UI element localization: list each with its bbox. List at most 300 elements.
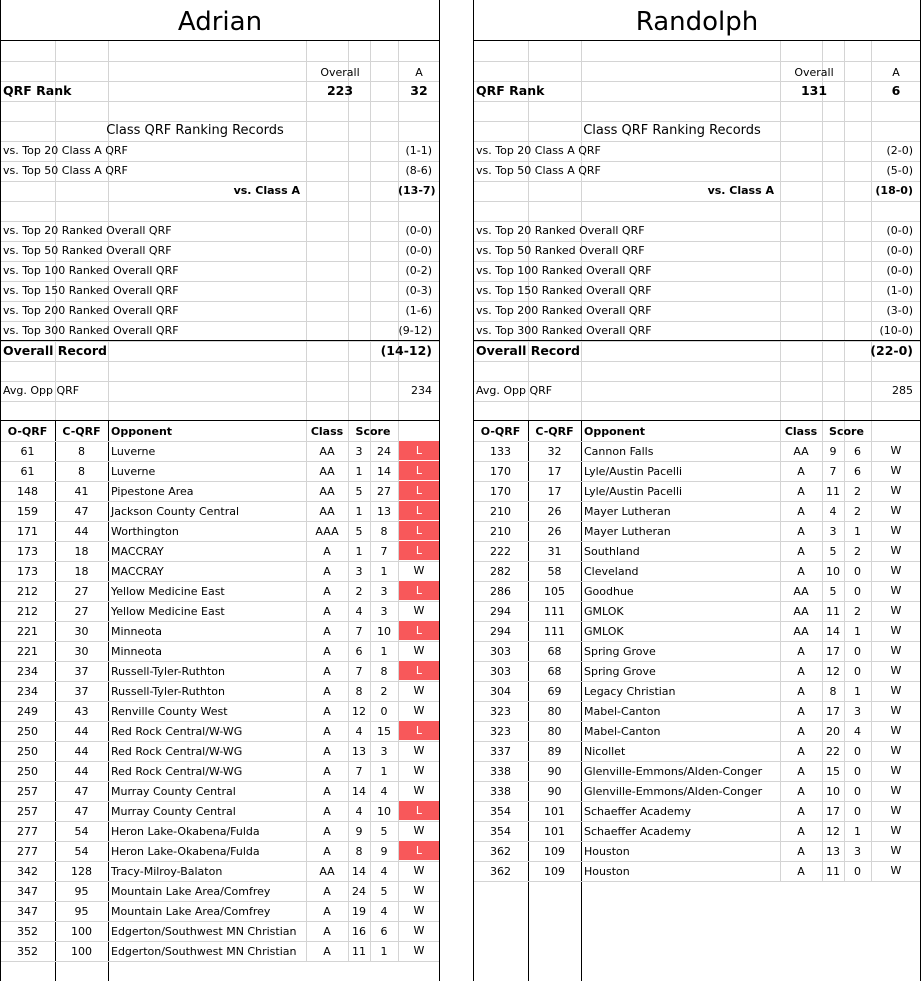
score-opp-cell: 1 xyxy=(854,825,861,838)
table-row xyxy=(0,862,440,882)
header-class: Class xyxy=(310,425,344,438)
opponent-cell: Spring Grove xyxy=(584,665,656,678)
class-cell: A xyxy=(797,865,805,878)
oqrf-cell: 148 xyxy=(17,485,38,498)
opponent-cell: MACCRAY xyxy=(111,565,164,578)
score-opp-cell: 3 xyxy=(380,585,388,598)
class-cell: A xyxy=(797,805,805,818)
score-opp-cell: 2 xyxy=(854,505,861,518)
overall-record-label: vs. Top 300 Ranked Overall QRF xyxy=(476,324,652,337)
score-opp-cell: 3 xyxy=(854,705,861,718)
score-team-cell: 11 xyxy=(826,485,840,498)
opponent-cell: Luverne xyxy=(111,445,156,458)
opponent-cell: Worthington xyxy=(111,525,179,538)
oqrf-cell: 347 xyxy=(17,905,38,918)
score-team-cell: 14 xyxy=(352,865,366,878)
result-cell: L xyxy=(399,461,439,480)
result-cell: W xyxy=(890,484,902,497)
result-cell: W xyxy=(413,644,425,657)
score-opp-cell: 3 xyxy=(380,745,388,758)
table-row xyxy=(473,442,921,462)
score-team-cell: 17 xyxy=(826,705,840,718)
cqrf-cell: 58 xyxy=(547,565,562,578)
score-opp-cell: 3 xyxy=(854,845,861,858)
avg-opp-qrf-value: 285 xyxy=(892,384,913,397)
table-row xyxy=(0,562,440,582)
score-opp-cell: 13 xyxy=(377,505,391,518)
opponent-cell: Jackson County Central xyxy=(111,505,240,518)
cqrf-cell: 44 xyxy=(74,725,89,738)
score-team-cell: 3 xyxy=(829,525,837,538)
score-opp-cell: 6 xyxy=(854,445,861,458)
cqrf-cell: 18 xyxy=(74,545,89,558)
class-cell: A xyxy=(323,585,331,598)
records-sheet xyxy=(0,41,440,981)
overall-record-label: Overall Record xyxy=(3,343,107,358)
oqrf-cell: 257 xyxy=(17,805,38,818)
opponent-cell: Red Rock Central/W-WG xyxy=(111,745,243,758)
opponent-cell: Houston xyxy=(584,865,630,878)
class-cell: A xyxy=(323,825,331,838)
class-cell: A xyxy=(323,605,331,618)
cqrf-cell: 68 xyxy=(547,665,562,678)
cqrf-cell: 80 xyxy=(547,725,562,738)
result-cell: W xyxy=(890,564,902,577)
opponent-cell: Edgerton/Southwest MN Christian xyxy=(111,945,297,958)
score-team-cell: 12 xyxy=(352,705,366,718)
oqrf-cell: 347 xyxy=(17,885,38,898)
opponent-cell: Luverne xyxy=(111,465,156,478)
oqrf-cell: 170 xyxy=(490,465,511,478)
score-team-cell: 1 xyxy=(355,545,363,558)
score-team-cell: 13 xyxy=(826,845,840,858)
result-cell: W xyxy=(890,464,902,477)
score-team-cell: 2 xyxy=(355,585,363,598)
cqrf-cell: 47 xyxy=(74,785,89,798)
opponent-cell: Houston xyxy=(584,845,630,858)
result-cell: W xyxy=(890,824,902,837)
oqrf-cell: 337 xyxy=(490,745,511,758)
cqrf-cell: 43 xyxy=(74,705,89,718)
table-row xyxy=(473,802,921,822)
oqrf-cell: 210 xyxy=(490,505,511,518)
score-opp-cell: 1 xyxy=(380,645,388,658)
column-gap xyxy=(441,0,472,981)
score-opp-cell: 6 xyxy=(854,465,861,478)
table-row xyxy=(473,562,921,582)
cqrf-cell: 8 xyxy=(78,465,85,478)
result-cell: W xyxy=(413,924,425,937)
table-row xyxy=(0,842,440,862)
table-row xyxy=(0,802,440,822)
class-record-label: vs. Top 50 Class A QRF xyxy=(3,164,128,177)
score-opp-cell: 0 xyxy=(854,865,861,878)
grid-row-line xyxy=(473,61,921,62)
cqrf-cell: 95 xyxy=(74,905,89,918)
result-cell: L xyxy=(399,721,439,740)
score-team-cell: 11 xyxy=(826,605,840,618)
result-cell: W xyxy=(413,744,425,757)
table-row xyxy=(0,482,440,502)
table-row xyxy=(473,742,921,762)
score-opp-cell: 0 xyxy=(854,665,861,678)
table-row xyxy=(0,622,440,642)
result-cell: L xyxy=(399,541,439,560)
oqrf-cell: 286 xyxy=(490,585,511,598)
score-team-cell: 4 xyxy=(355,805,363,818)
class-cell: A xyxy=(323,665,331,678)
table-row xyxy=(473,542,921,562)
overall-record-label: vs. Top 20 Ranked Overall QRF xyxy=(3,224,172,237)
table-row xyxy=(0,702,440,722)
cqrf-cell: 95 xyxy=(74,885,89,898)
class-cell: A xyxy=(797,825,805,838)
class-cell: A xyxy=(797,745,805,758)
oqrf-cell: 303 xyxy=(490,645,511,658)
header-class: Class xyxy=(784,425,818,438)
class-records-title: Class QRF Ranking Records xyxy=(106,123,284,138)
table-row xyxy=(0,442,440,462)
result-cell: W xyxy=(413,564,425,577)
overall-record-value: (10-0) xyxy=(879,324,913,337)
opponent-cell: Renville County West xyxy=(111,705,228,718)
score-opp-cell: 1 xyxy=(854,685,861,698)
table-row xyxy=(0,822,440,842)
class-cell: A xyxy=(797,565,805,578)
table-row xyxy=(0,462,440,482)
result-cell: W xyxy=(890,664,902,677)
overall-record-value: (0-0) xyxy=(886,264,913,277)
opponent-cell: Yellow Medicine East xyxy=(111,585,225,598)
oqrf-cell: 304 xyxy=(490,685,511,698)
table-row xyxy=(473,582,921,602)
score-team-cell: 12 xyxy=(826,825,840,838)
oqrf-cell: 250 xyxy=(17,725,38,738)
table-row xyxy=(0,602,440,622)
grid-row-line xyxy=(0,101,440,102)
result-cell: W xyxy=(890,704,902,717)
table-row xyxy=(0,742,440,762)
oqrf-cell: 222 xyxy=(490,545,511,558)
score-team-cell: 15 xyxy=(826,765,840,778)
result-cell: W xyxy=(890,804,902,817)
cqrf-cell: 26 xyxy=(547,505,562,518)
class-cell: A xyxy=(323,565,331,578)
opponent-cell: Lyle/Austin Pacelli xyxy=(584,485,683,498)
score-team-cell: 5 xyxy=(355,525,363,538)
opponent-cell: Mabel-Canton xyxy=(584,705,661,718)
grid-row-line xyxy=(0,61,440,62)
opponent-cell: Edgerton/Southwest MN Christian xyxy=(111,925,297,938)
result-cell: W xyxy=(890,644,902,657)
overall-record-value: (9-12) xyxy=(398,324,432,337)
score-opp-cell: 8 xyxy=(380,665,388,678)
qrf-rank-label: QRF Rank xyxy=(3,83,72,98)
class-cell: AA xyxy=(793,585,809,598)
table-row xyxy=(0,682,440,702)
oqrf-cell: 354 xyxy=(490,825,511,838)
result-cell: W xyxy=(413,824,425,837)
overall-rank-value: 223 xyxy=(326,83,354,98)
class-cell: A xyxy=(797,765,805,778)
result-cell: W xyxy=(890,684,902,697)
oqrf-cell: 61 xyxy=(20,465,35,478)
result-cell: W xyxy=(890,864,902,877)
class-cell: A xyxy=(797,725,805,738)
score-team-cell: 4 xyxy=(355,725,363,738)
cqrf-cell: 89 xyxy=(547,745,562,758)
class-cell: AA xyxy=(319,465,335,478)
score-team-cell: 10 xyxy=(826,785,840,798)
score-team-cell: 14 xyxy=(826,625,840,638)
header-cqrf: C-QRF xyxy=(62,425,101,438)
cqrf-cell: 128 xyxy=(71,865,92,878)
header-score: Score xyxy=(829,425,864,438)
oqrf-cell: 338 xyxy=(490,765,511,778)
oqrf-cell: 221 xyxy=(17,625,38,638)
class-cell: A xyxy=(323,805,331,818)
table-row xyxy=(473,622,921,642)
score-team-cell: 3 xyxy=(355,565,363,578)
score-opp-cell: 4 xyxy=(380,905,388,918)
score-opp-cell: 1 xyxy=(380,565,388,578)
result-cell: W xyxy=(413,784,425,797)
opponent-cell: Red Rock Central/W-WG xyxy=(111,725,243,738)
opponent-cell: Heron Lake-Okabena/Fulda xyxy=(111,825,260,838)
overall-record-label: vs. Top 100 Ranked Overall QRF xyxy=(3,264,179,277)
table-row xyxy=(473,762,921,782)
result-cell: W xyxy=(890,544,902,557)
opponent-cell: Southland xyxy=(584,545,640,558)
grid-row-line xyxy=(473,201,921,202)
class-cell: A xyxy=(323,725,331,738)
cqrf-cell: 27 xyxy=(74,585,89,598)
result-cell: W xyxy=(890,764,902,777)
class-cell: A xyxy=(797,465,805,478)
team-name: Randolph xyxy=(473,0,921,41)
result-cell: L xyxy=(399,501,439,520)
oqrf-cell: 294 xyxy=(490,605,511,618)
cqrf-cell: 68 xyxy=(547,645,562,658)
team-name: Adrian xyxy=(0,0,440,41)
opponent-cell: Russell-Tyler-Ruthton xyxy=(111,685,225,698)
cqrf-cell: 111 xyxy=(544,625,565,638)
overall-record-label: Overall Record xyxy=(476,343,580,358)
opponent-cell: Nicollet xyxy=(584,745,626,758)
overall-record-label: vs. Top 50 Ranked Overall QRF xyxy=(476,244,645,257)
oqrf-cell: 173 xyxy=(17,565,38,578)
score-opp-cell: 0 xyxy=(854,645,861,658)
score-opp-cell: 10 xyxy=(377,805,391,818)
class-cell: A xyxy=(797,545,805,558)
result-cell: W xyxy=(413,884,425,897)
class-cell: A xyxy=(797,645,805,658)
cqrf-cell: 101 xyxy=(544,825,565,838)
class-cell: A xyxy=(323,785,331,798)
overall-record-value: (0-0) xyxy=(886,224,913,237)
score-team-cell: 8 xyxy=(355,845,363,858)
score-opp-cell: 0 xyxy=(854,785,861,798)
oqrf-cell: 362 xyxy=(490,845,511,858)
result-cell: W xyxy=(890,784,902,797)
score-team-cell: 10 xyxy=(826,565,840,578)
table-row xyxy=(0,582,440,602)
class-record-label: vs. Top 20 Class A QRF xyxy=(3,144,128,157)
score-team-cell: 7 xyxy=(829,465,837,478)
opponent-cell: Yellow Medicine East xyxy=(111,605,225,618)
score-team-cell: 12 xyxy=(826,665,840,678)
table-row xyxy=(473,642,921,662)
score-opp-cell: 2 xyxy=(854,605,861,618)
cqrf-cell: 54 xyxy=(74,845,89,858)
overall-record-value: (1-0) xyxy=(886,284,913,297)
class-record-label: vs. Top 20 Class A QRF xyxy=(476,144,601,157)
cqrf-cell: 44 xyxy=(74,745,89,758)
score-team-cell: 24 xyxy=(352,885,366,898)
opponent-cell: Mayer Lutheran xyxy=(584,505,671,518)
score-team-cell: 13 xyxy=(352,745,366,758)
class-cell: A xyxy=(797,705,805,718)
result-cell: L xyxy=(399,481,439,500)
result-cell: W xyxy=(413,604,425,617)
result-cell: L xyxy=(399,841,439,860)
score-opp-cell: 27 xyxy=(377,485,391,498)
class-record-label: vs. Top 50 Class A QRF xyxy=(476,164,601,177)
table-row xyxy=(473,702,921,722)
cqrf-cell: 30 xyxy=(74,625,89,638)
opponent-cell: Murray County Central xyxy=(111,805,236,818)
opponent-cell: Mountain Lake Area/Comfrey xyxy=(111,905,271,918)
score-team-cell: 1 xyxy=(355,505,363,518)
overall-record-label: vs. Top 50 Ranked Overall QRF xyxy=(3,244,172,257)
score-team-cell: 22 xyxy=(826,745,840,758)
score-team-cell: 3 xyxy=(355,445,363,458)
oqrf-cell: 362 xyxy=(490,865,511,878)
overall-record-label: vs. Top 150 Ranked Overall QRF xyxy=(476,284,652,297)
class-cell: A xyxy=(323,765,331,778)
cqrf-cell: 8 xyxy=(78,445,85,458)
score-opp-cell: 1 xyxy=(380,765,388,778)
result-cell: W xyxy=(413,764,425,777)
overall-column-header: Overall xyxy=(320,66,360,79)
opponent-cell: Russell-Tyler-Ruthton xyxy=(111,665,225,678)
opponent-cell: Minneota xyxy=(111,645,163,658)
overall-record-value: (0-0) xyxy=(405,224,432,237)
result-cell: W xyxy=(413,704,425,717)
grid-row-line xyxy=(0,401,440,402)
oqrf-cell: 249 xyxy=(17,705,38,718)
oqrf-cell: 338 xyxy=(490,785,511,798)
oqrf-cell: 303 xyxy=(490,665,511,678)
oqrf-cell: 352 xyxy=(17,945,38,958)
result-cell: W xyxy=(413,684,425,697)
opponent-cell: Goodhue xyxy=(584,585,634,598)
opponent-cell: Glenville-Emmons/Alden-Conger xyxy=(584,785,763,798)
header-oqrf: O-QRF xyxy=(480,425,521,438)
opponent-cell: Schaeffer Academy xyxy=(584,805,691,818)
team-panel-adrian xyxy=(0,0,440,981)
opponent-cell: Red Rock Central/W-WG xyxy=(111,765,243,778)
result-cell: W xyxy=(890,604,902,617)
score-team-cell: 19 xyxy=(352,905,366,918)
table-row xyxy=(0,662,440,682)
class-records-title: Class QRF Ranking Records xyxy=(583,123,761,138)
team-panel-randolph xyxy=(473,0,921,981)
score-opp-cell: 2 xyxy=(854,485,861,498)
class-cell: A xyxy=(797,785,805,798)
score-team-cell: 16 xyxy=(352,925,366,938)
oqrf-cell: 173 xyxy=(17,545,38,558)
class-cell: A xyxy=(323,545,331,558)
table-row xyxy=(473,522,921,542)
table-row xyxy=(0,782,440,802)
score-team-cell: 6 xyxy=(355,645,363,658)
class-cell: AA xyxy=(793,625,809,638)
result-cell: W xyxy=(890,524,902,537)
oqrf-cell: 234 xyxy=(17,685,38,698)
score-opp-cell: 10 xyxy=(377,625,391,638)
class-cell: A xyxy=(797,485,805,498)
opponent-cell: Spring Grove xyxy=(584,645,656,658)
score-opp-cell: 7 xyxy=(380,545,388,558)
cqrf-cell: 37 xyxy=(74,665,89,678)
cqrf-cell: 90 xyxy=(547,765,562,778)
cqrf-cell: 37 xyxy=(74,685,89,698)
table-row xyxy=(473,502,921,522)
section-divider xyxy=(0,420,440,421)
opponent-cell: GMLOK xyxy=(584,625,624,638)
score-opp-cell: 6 xyxy=(380,925,388,938)
overall-record-value: (14-12) xyxy=(380,343,432,358)
grid-row-line xyxy=(0,201,440,202)
score-team-cell: 14 xyxy=(352,785,366,798)
score-opp-cell: 15 xyxy=(377,725,391,738)
oqrf-cell: 221 xyxy=(17,645,38,658)
section-divider xyxy=(473,420,921,421)
score-opp-cell: 5 xyxy=(380,825,388,838)
cqrf-cell: 26 xyxy=(547,525,562,538)
cqrf-cell: 27 xyxy=(74,605,89,618)
class-cell: AA xyxy=(793,445,809,458)
result-cell: L xyxy=(399,581,439,600)
opponent-cell: Mabel-Canton xyxy=(584,725,661,738)
table-row xyxy=(0,762,440,782)
class-record-label: vs. Class A xyxy=(707,184,774,197)
score-opp-cell: 2 xyxy=(380,685,388,698)
oqrf-cell: 277 xyxy=(17,825,38,838)
cqrf-cell: 17 xyxy=(547,485,562,498)
table-row xyxy=(0,522,440,542)
score-opp-cell: 0 xyxy=(854,745,861,758)
opponent-cell: MACCRAY xyxy=(111,545,164,558)
result-cell: W xyxy=(413,944,425,957)
opponent-cell: Murray County Central xyxy=(111,785,236,798)
score-opp-cell: 1 xyxy=(380,945,388,958)
overall-record-label: vs. Top 200 Ranked Overall QRF xyxy=(3,304,179,317)
score-team-cell: 1 xyxy=(355,465,363,478)
oqrf-cell: 171 xyxy=(17,525,38,538)
class-cell: A xyxy=(797,505,805,518)
oqrf-cell: 61 xyxy=(20,445,35,458)
table-row xyxy=(473,782,921,802)
overall-record-value: (0-2) xyxy=(405,264,432,277)
cqrf-cell: 101 xyxy=(544,805,565,818)
table-row xyxy=(473,462,921,482)
class-cell: AA xyxy=(319,865,335,878)
overall-record-value: (0-3) xyxy=(405,284,432,297)
result-cell: W xyxy=(890,444,902,457)
cqrf-cell: 100 xyxy=(71,925,92,938)
